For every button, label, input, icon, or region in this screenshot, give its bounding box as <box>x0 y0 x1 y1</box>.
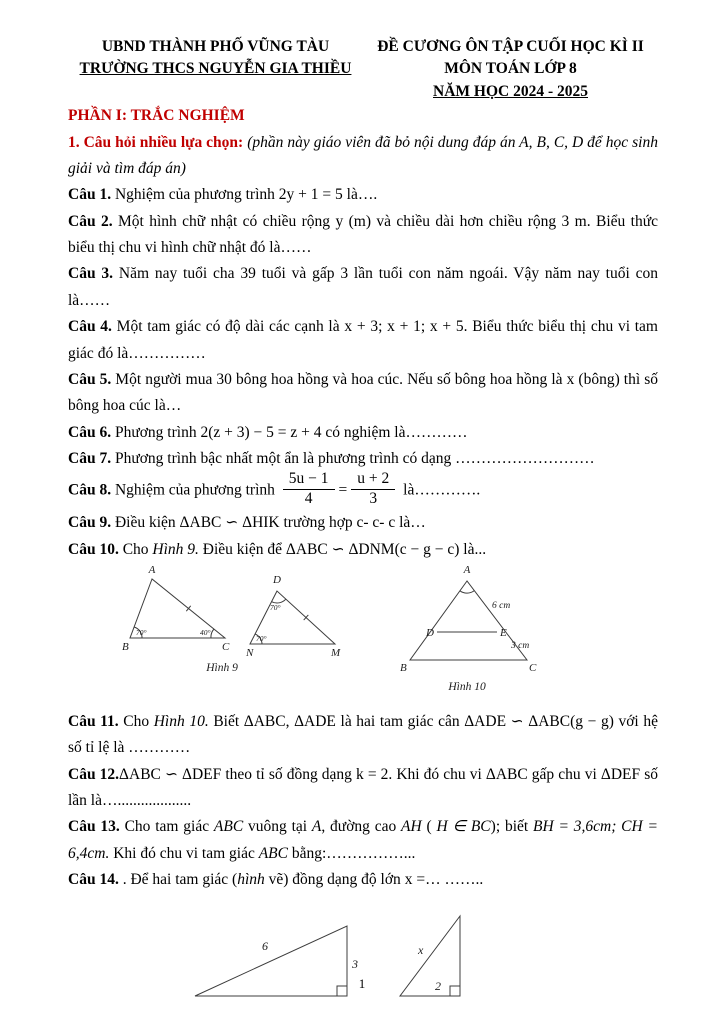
question-11-text: Cho <box>118 713 154 731</box>
question-2-math: y <box>335 212 344 230</box>
question-2-text: Một hình chữ nhật có chiều rộng <box>112 212 336 230</box>
length-label-ae: 6 cm <box>492 601 511 612</box>
question-6 <box>68 420 658 446</box>
question-1 <box>68 182 658 208</box>
question-7 <box>68 446 658 472</box>
question-10-figure-ref: Hình 9. <box>152 540 199 558</box>
figure-question-14 <box>68 906 658 1014</box>
question-12-text4: số lần là…................... <box>68 765 658 810</box>
question-11-math1: ΔABC, ΔADE <box>243 713 336 731</box>
question-12-label: Câu 12. <box>68 765 120 783</box>
question-2-text2: (m) và chiều dài hơn chiều rộng 3 m. Biểu thức biểu thị chu vi hình chữ nhật đó là…… <box>68 212 658 257</box>
angle-label-n: 70° <box>256 634 267 644</box>
question-1-math: 2y + 1 = 5 <box>278 186 343 204</box>
page-number: 1 <box>358 976 366 991</box>
vertex-label-a: A <box>148 564 156 577</box>
question-1-text: Nghiệm của phương trình <box>111 186 279 204</box>
vertex-label-c: C <box>222 641 230 654</box>
question-10 <box>68 537 658 563</box>
question-4-math3: x + 5 <box>429 318 464 336</box>
question-14-dots: … …….. <box>425 871 484 889</box>
fraction-left <box>283 470 335 508</box>
header-doc-title: ĐỀ CƯƠNG ÔN TẬP CUỐI HỌC KÌ II <box>377 38 644 55</box>
question-13-label: Câu 13. <box>68 818 120 836</box>
question-13-var1: ABC <box>213 818 244 836</box>
question-4-text: Một tam giác có độ dài các cạnh là <box>111 318 345 336</box>
question-13-text5: ); biết <box>490 818 533 836</box>
question-11-text3: là hai tam giác cân <box>335 713 465 731</box>
subsection-heading <box>68 130 658 183</box>
question-2-label: Câu 2. <box>68 212 113 230</box>
question-13-var3: AH <box>401 818 422 836</box>
question-12-text: theo tỉ số đồng dạng <box>221 765 356 783</box>
angle-label-c: 40° <box>200 628 211 638</box>
question-11-math3: (g − g) <box>570 713 614 731</box>
question-13-var4: H ∈ BC <box>436 818 491 836</box>
question-10-text3: là... <box>459 540 487 558</box>
part-title-text: PHẦN I: TRẮC NGHIỆM <box>68 107 245 125</box>
question-13-values: BH = 3,6cm; CH = 6,4cm. <box>68 818 658 862</box>
question-9-text2: trường hợp c- c- c là… <box>279 514 426 532</box>
question-1-dots: là…. <box>342 186 378 204</box>
vertex-label-d: D <box>273 574 281 587</box>
question-13-text7: bằng:……………... <box>287 844 416 862</box>
question-5-text: Một người mua 30 bông hoa hồng và hoa cúc. Nếu số bông hoa hồng là <box>111 370 567 388</box>
question-13-text4: ( <box>421 818 437 836</box>
question-14-text: . Để hai tam giác ( <box>118 871 238 889</box>
base-label-2: 2 <box>435 978 441 993</box>
question-10-math1: ΔABC ∽ ΔDNM <box>285 540 395 558</box>
question-13-text6: Khi đó chu vi tam giác <box>109 844 259 862</box>
part-title <box>68 103 658 129</box>
question-5-math: x <box>566 370 575 388</box>
question-1-label: Câu 1. <box>68 186 112 204</box>
angle-arc-c <box>211 629 214 638</box>
question-12-text3: gấp chu vi <box>527 765 601 783</box>
question-4-math2: x + 1 <box>387 318 421 336</box>
vertex-label-n: N <box>246 647 254 660</box>
question-12 <box>68 762 658 815</box>
question-5-text2: (bông) thì số bông hoa cúc là… <box>68 370 658 415</box>
question-3 <box>68 261 658 314</box>
question-5-label: Câu 5. <box>68 370 112 388</box>
hypotenuse-label-x: x <box>418 942 424 957</box>
question-12-math3: ΔABC <box>485 765 528 783</box>
vertex-label-c: C <box>529 662 537 675</box>
question-2 <box>68 209 658 262</box>
question-6-text2: có nghiệm là………… <box>321 423 468 441</box>
fraction-right-denominator: 3 <box>369 489 378 507</box>
question-9 <box>68 510 658 536</box>
figure-hinh9 <box>110 563 360 675</box>
question-4-label: Câu 4. <box>68 318 112 336</box>
vertex-label-b: B <box>122 641 129 654</box>
question-12-math4: ΔDEF <box>600 765 641 783</box>
fraction-left-numerator: 5u − 1 <box>283 470 335 490</box>
question-13-text2: vuông tại <box>243 818 312 836</box>
question-11-math2: ΔADE ∽ ΔABC <box>464 713 571 731</box>
figure-caption-hinh9: Hình 9 <box>206 662 238 675</box>
header-school: TRƯỜNG THCS NGUYỄN GIA THIỀU <box>79 60 352 78</box>
question-11-text4: với hệ số tỉ lệ là ………… <box>68 713 658 757</box>
question-11-label: Câu 11. <box>68 713 119 731</box>
question-14-math: x = <box>404 871 426 889</box>
angle-label-b: 70° <box>136 628 147 638</box>
question-12-text2: . Khi đó chu vi <box>388 765 486 783</box>
question-5 <box>68 367 658 420</box>
angle-arc-a <box>460 591 474 594</box>
question-14 <box>68 867 658 893</box>
question-7-label: Câu 7. <box>68 449 112 467</box>
header-school-year: NĂM HỌC 2024 - 2025 <box>433 82 588 100</box>
question-11 <box>68 709 658 762</box>
question-4-sep2: ; <box>420 318 430 336</box>
question-13-var5: ABC <box>258 844 288 862</box>
question-9-math: ΔABC ∽ ΔHIK <box>179 514 280 532</box>
question-3-text: Năm nay tuổi cha 39 tuổi và gấp 3 lần tuổi con năm ngoái. Vậy năm nay tuổi con là…… <box>68 265 658 309</box>
fraction-right <box>351 470 395 508</box>
question-4-math1: x + 3 <box>344 318 379 336</box>
question-12-math1: ΔABC ∽ ΔDEF <box>119 765 222 783</box>
question-14-italic: hình <box>237 871 265 889</box>
question-14-label: Câu 14. <box>68 871 119 889</box>
question-13-text3: , đường cao <box>321 818 402 836</box>
question-13-var2: A <box>311 818 322 836</box>
question-9-text: Điều kiện <box>111 514 180 532</box>
question-6-label: Câu 6. <box>68 423 112 441</box>
question-9-label: Câu 9. <box>68 514 112 532</box>
figure-row <box>68 563 658 709</box>
question-11-text2: Biết <box>208 713 244 731</box>
question-12-math2: k = 2 <box>355 765 389 783</box>
header-left <box>68 36 363 103</box>
angle-label-d: 70° <box>270 603 281 613</box>
vertex-label-a: A <box>463 564 471 577</box>
side-label-3: 3 <box>352 956 358 971</box>
question-8-text: Nghiệm của phương trình <box>111 481 279 499</box>
figure-hinh10 <box>395 563 555 695</box>
question-7-text: Phương trình bậc nhất một ẩn là phương trình có dạng ……………………… <box>111 449 595 467</box>
question-10-text: Cho <box>118 540 153 558</box>
figure-caption-hinh10: Hình 10 <box>448 681 486 694</box>
fraction-left-denominator: 4 <box>304 489 313 507</box>
equals-sign: = <box>338 481 348 499</box>
question-4-text2: . Biểu thức biểu thị chu vi tam giác đó là…………… <box>68 318 658 362</box>
header-right <box>363 36 658 103</box>
question-10-label: Câu 10. <box>68 540 119 558</box>
question-11-figure-ref: Hình 10. <box>153 713 209 731</box>
header-org: UBND THÀNH PHỐ VŨNG TÀU <box>101 38 330 55</box>
question-13 <box>68 814 658 867</box>
vertex-label-m: M <box>331 647 341 660</box>
vertex-label-e: E <box>500 627 507 640</box>
question-6-text: Phương trình <box>111 423 201 441</box>
vertex-label-b: B <box>400 662 407 675</box>
hypotenuse-label-6: 6 <box>262 938 268 953</box>
question-10-math2: (c − g − c) <box>394 540 460 558</box>
subsection-note: (phần này giáo viên đã bỏ nội dung đáp án A, B, C, D để học sinh giải và tìm đáp án) <box>68 133 658 178</box>
fraction-right-numerator: u + 2 <box>351 470 395 490</box>
document-header <box>68 36 658 103</box>
length-label-ec: 3 cm <box>511 641 530 652</box>
header-subject: MÔN TOÁN LỚP 8 <box>444 60 577 78</box>
question-8 <box>68 472 658 510</box>
vertex-label-d: D <box>426 627 434 640</box>
question-10-text2: Điều kiện để <box>198 540 286 558</box>
question-8-text2: là…………. <box>399 481 481 499</box>
question-8-label: Câu 8. <box>68 481 112 499</box>
question-14-text2: vẽ) đồng dạng độ lớn <box>264 871 405 889</box>
question-13-text: Cho tam giác <box>119 818 214 836</box>
question-4-sep1: ; <box>378 318 388 336</box>
question-4 <box>68 314 658 367</box>
question-3-label: Câu 3. <box>68 265 114 283</box>
tick-ac <box>186 606 190 611</box>
question-6-math: 2(z + 3) − 5 = z + 4 <box>200 423 322 441</box>
subsection-label: 1. Câu hỏi nhiều lựa chọn: <box>68 133 244 151</box>
